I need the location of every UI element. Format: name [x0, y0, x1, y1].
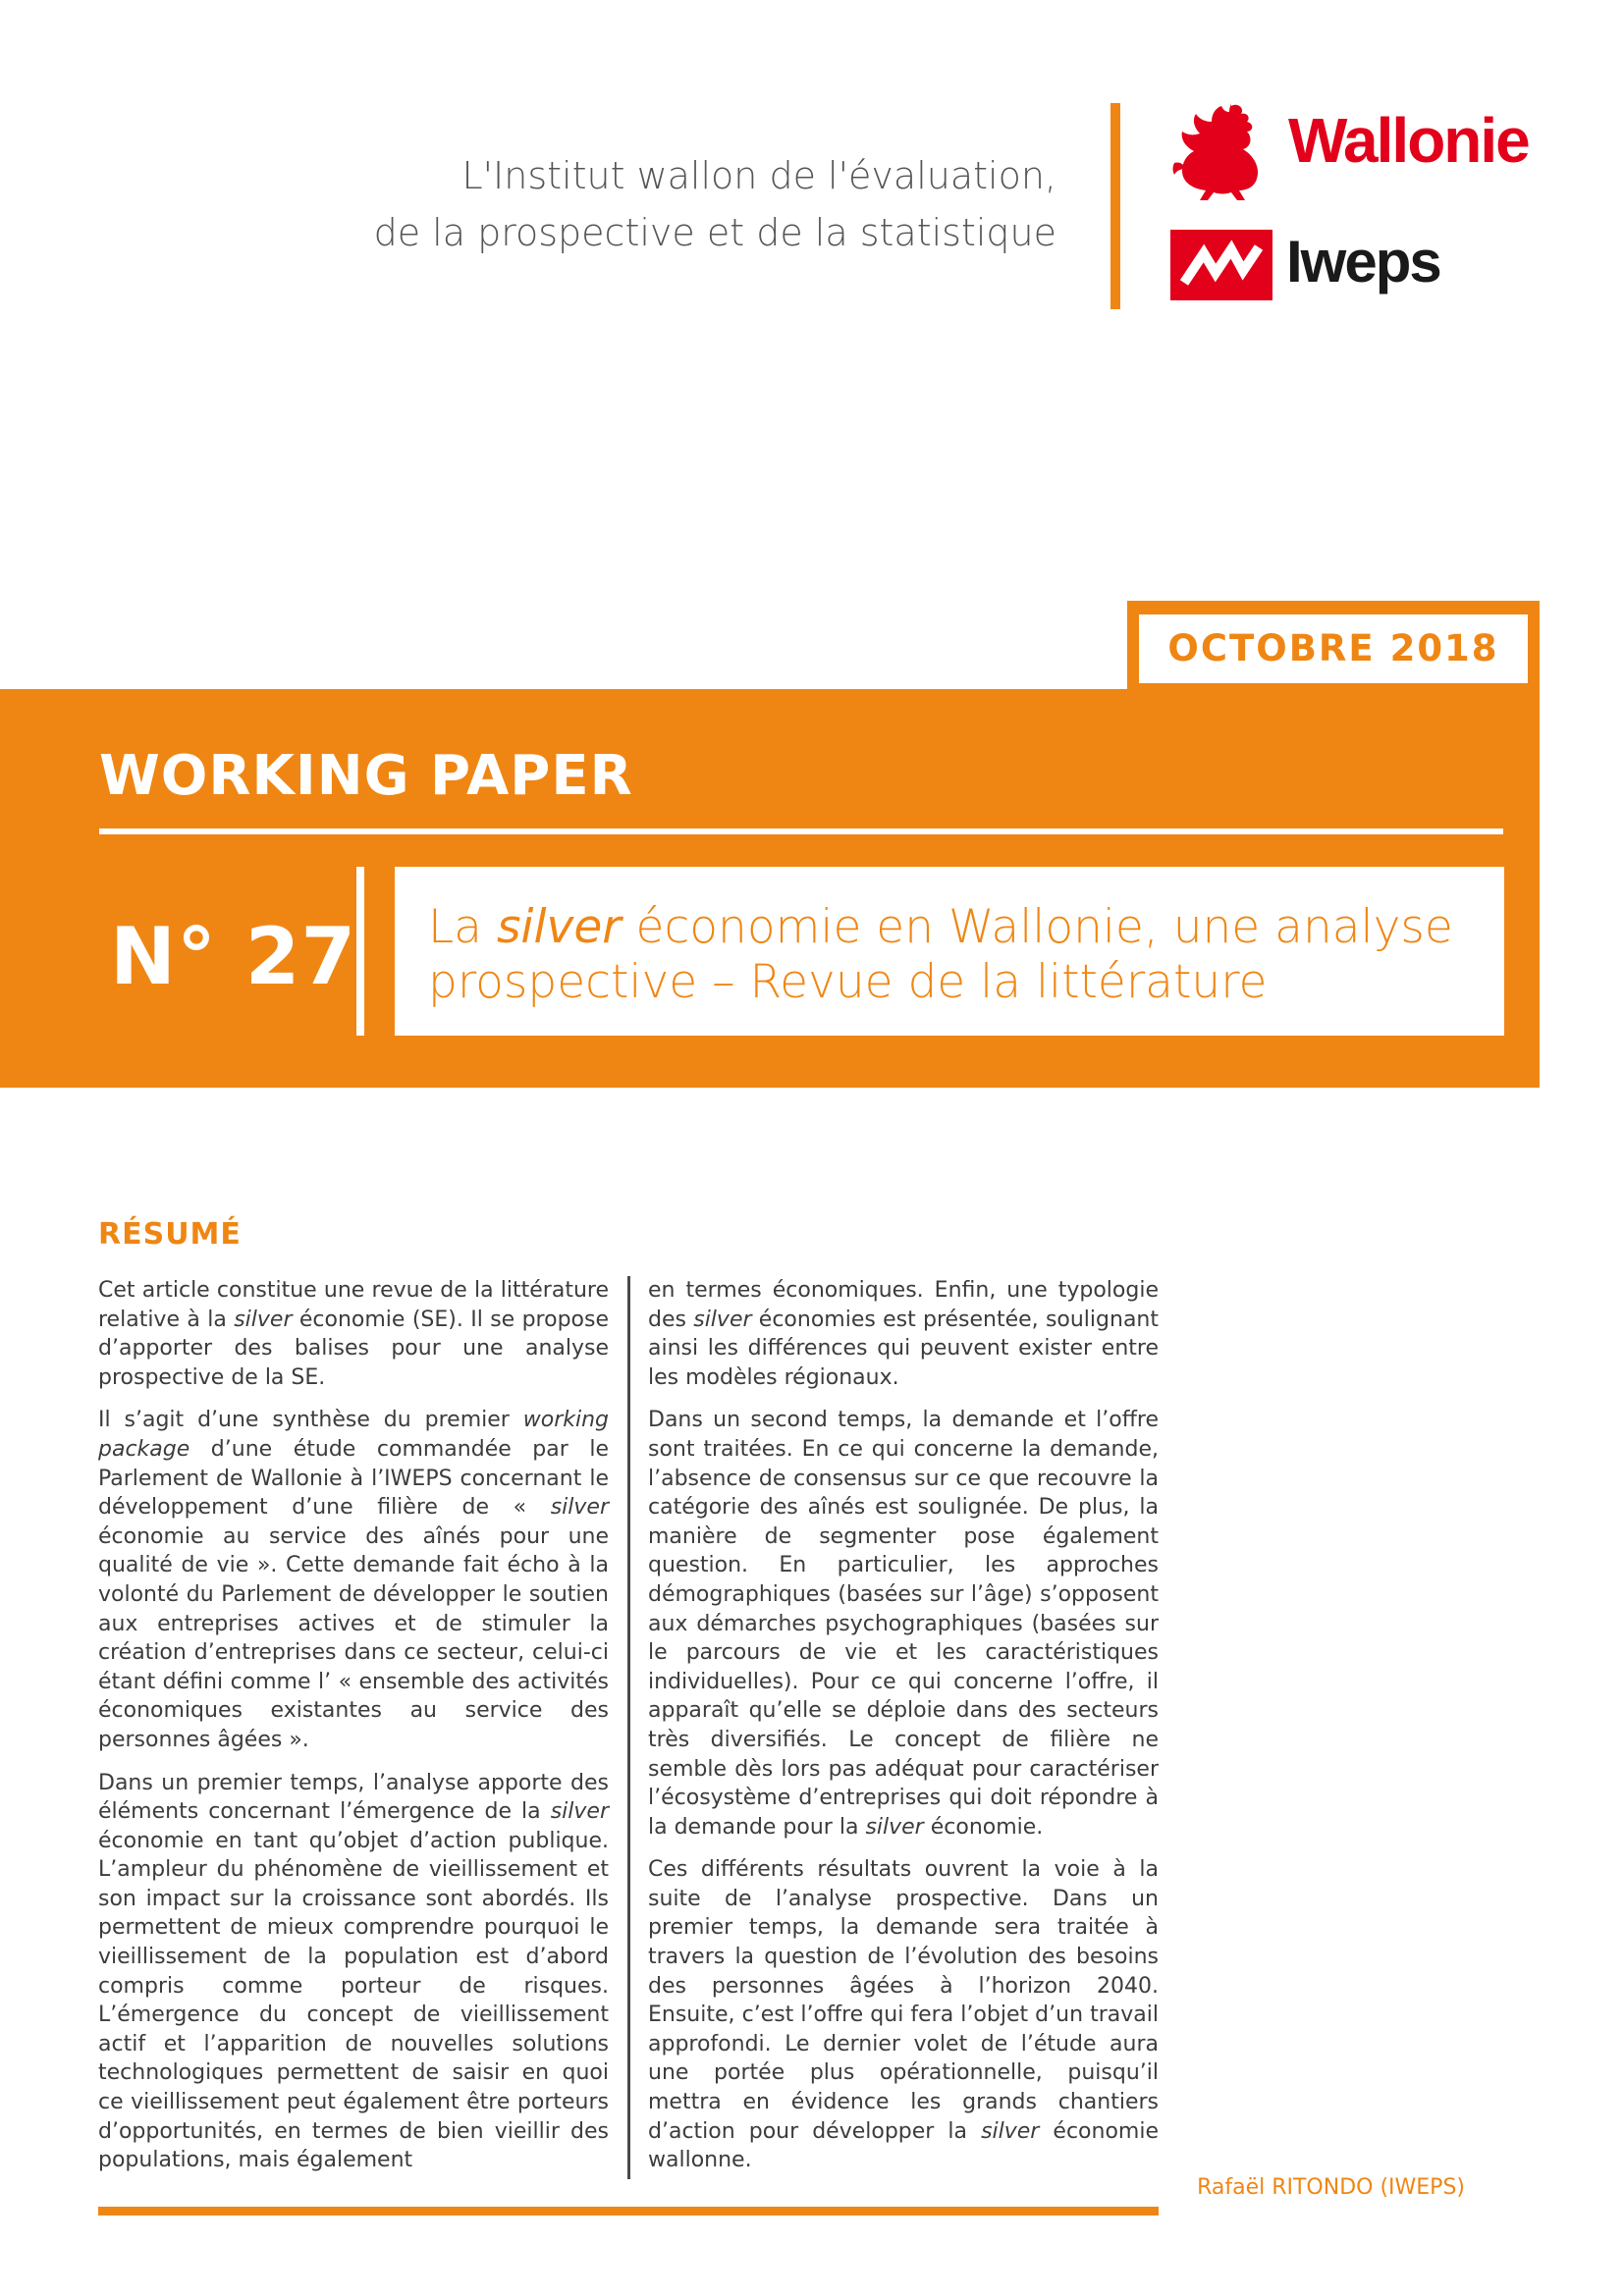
resume-right-column: [648, 1276, 1159, 2189]
series-title: WORKING PAPER: [99, 744, 633, 808]
institute-line-2: de la prospective et de la statistique: [373, 211, 1056, 254]
column-divider: [627, 1276, 630, 2179]
footer-rule: [98, 2207, 1159, 2216]
paragraph: Dans un second temps, la demande et l’offre sont traitées. En ce qui concerne la demande, l’absence de consensus sur ce que recouvre la catégorie des aînés est soulignée. De plus, la manière de segmenter pose également question. En particulier, les approches démographiques (basées sur l’âge) s’opposent aux démarches psychographiques (basées sur le parcours de vie et les caractéristiques individuelles). Pour ce qui concerne l’offre, il apparaît qu’elle se déploie dans des secteurs très diversifiés. Le concept de filière ne semble dès lors pas adéquat pour caractériser l’écosystème d’entreprises qui doit répondre à la demande pour la silver économie.: [648, 1408, 1159, 1840]
paper-number: N° 27: [110, 911, 357, 1002]
rooster-icon: [1170, 102, 1278, 204]
institute-name: [374, 147, 1056, 261]
paragraph: Cet article constitue une revue de la littérature relative à la silver économie (SE). Il se propose d’apporter des balises pour une analyse prospective de la SE.: [98, 1278, 609, 1390]
paragraph: Ces différents résultats ouvrent la voie à la suite de l’analyse prospective. Dans un premier temps, la demande sera traitée à travers la question de l’évolution des besoins des personnes âgées à l’horizon 2040. Ensuite, c’est l’offre qui fera l’objet d’un travail approfondi. Le dernier volet de l’étude aura une portée plus opérationnelle, puisqu’il mettra en évidence les grands chantiers d’action pour développer la silver économie wallonne.: [648, 1857, 1159, 2173]
iweps-wordmark: Iweps: [1286, 229, 1440, 294]
number-divider: [356, 867, 364, 1036]
paragraph: en termes économiques. Enfin, une typologie des silver économies est présentée, soulignant ainsi les différences qui peuvent exister entre les modèles régionaux.: [648, 1278, 1159, 1390]
iweps-mark-icon: [1170, 230, 1272, 300]
resume-left-column: [98, 1276, 609, 2189]
author: Rafaël RITONDO (IWEPS): [1197, 2175, 1465, 2200]
publication-date: OCTOBRE 2018: [1139, 614, 1528, 683]
paragraph: Dans un premier temps, l’analyse apporte des éléments concernant l’émergence de la silver économie en tant qu’objet d’action publique. L’ampleur du phénomène de vieillissement et son impact sur la croissance sont abordés. Ils permettent de mieux comprendre pourquoi le vieillissement de la population est d’abord compris comme porteur de risques. L’émergence du concept de vieillissement actif et l’apparition de nouvelles solutions technologiques permettent de saisir en quoi ce vieillissement peut également être porteurs d’opportunités, en termes de bien vieillir des populations, mais également: [98, 1770, 609, 2173]
paper-title: La silver économie en Wallonie, une analyse prospective – Revue de la littérature: [428, 900, 1453, 1009]
wallonie-wordmark: Wallonie: [1288, 105, 1529, 176]
iweps-logo: [1170, 228, 1494, 302]
paragraph: Il s’agit d’une synthèse du premier working package d’une étude commandée par le Parlement de Wallonie à l’IWEPS concernant le développement d’une filière de « silver économie au service des aînés pour une qualité de vie ». Cette demande fait écho à la volonté du Parlement de développer le soutien aux entreprises actives et de stimuler la création d’entreprises dans ce secteur, celui-ci étant défini comme l’ « ensemble des activités économiques existantes au service des personnes âgées ».: [98, 1408, 609, 1752]
series-underline: [99, 828, 1503, 834]
resume-heading: RÉSUMÉ: [98, 1217, 242, 1252]
paper-title-box: [395, 867, 1504, 1036]
header-divider: [1110, 103, 1120, 309]
wallonie-logo: [1170, 102, 1543, 210]
institute-line-1: L'Institut wallon de l'évaluation,: [461, 154, 1056, 197]
